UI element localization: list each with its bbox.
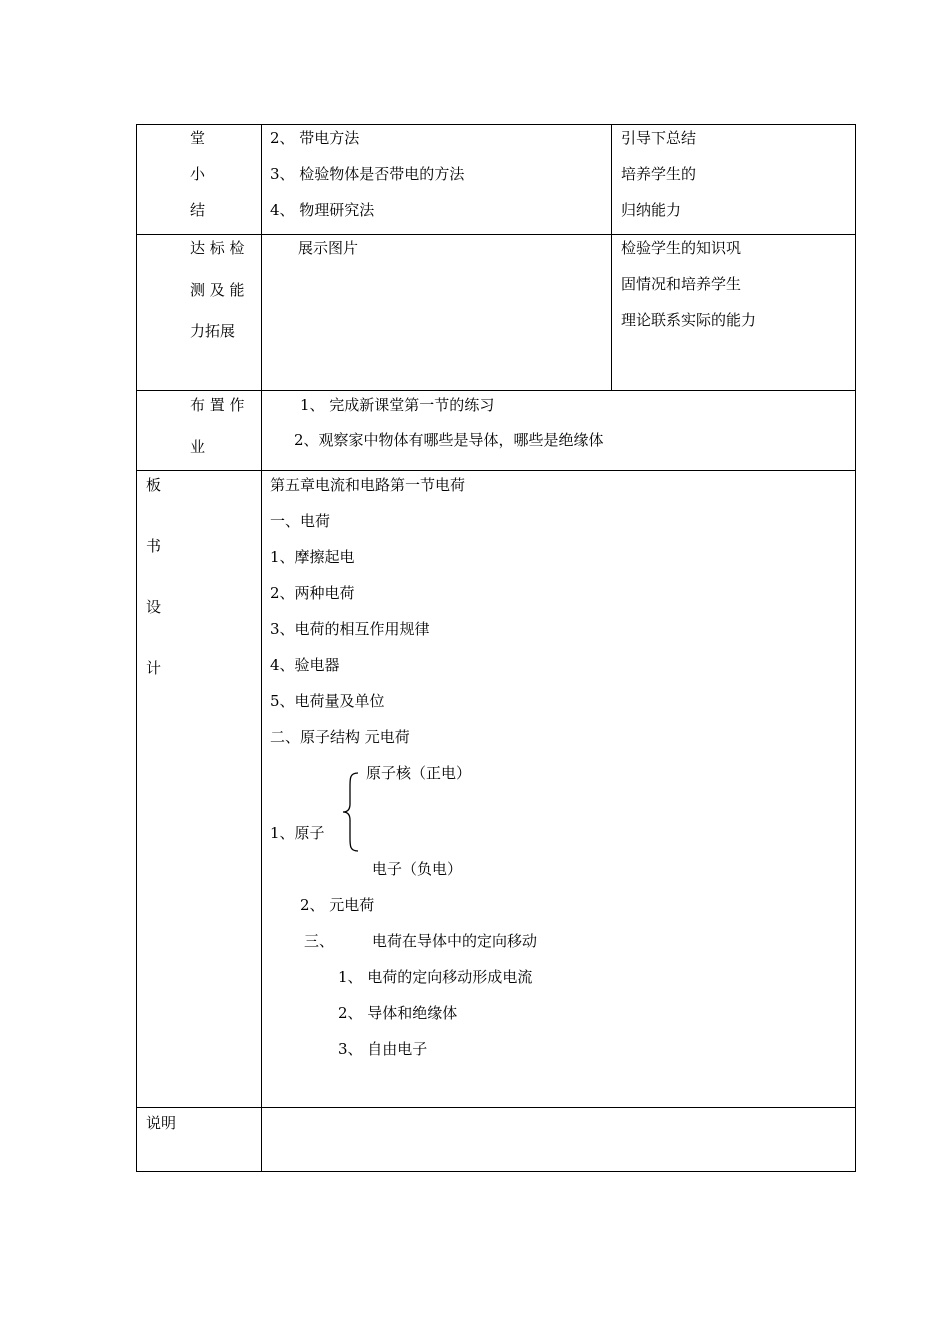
assessment-purpose: 固情况和培养学生: [621, 275, 742, 293]
board-line: 5、电荷量及单位: [270, 692, 385, 710]
board-label: 板: [146, 476, 162, 494]
assessment-purpose: 检验学生的知识巩: [621, 239, 742, 257]
row-border: [136, 470, 856, 471]
board-title: 第五章电流和电路第一节电荷: [270, 476, 466, 494]
board-label: 设: [146, 598, 162, 616]
board-line: 3、电荷的相互作用规律: [270, 620, 430, 638]
notes-label: 说明: [146, 1114, 177, 1132]
assessment-purpose: 理论联系实际的能力: [621, 311, 757, 329]
summary-purpose: 培养学生的: [621, 165, 697, 183]
board-atom: 1、原子: [270, 824, 325, 842]
board-label: 书: [146, 537, 162, 555]
summary-item: 2、 带电方法: [270, 129, 360, 147]
board-line: 2、 导体和绝缘体: [338, 1004, 458, 1022]
row-border: [136, 234, 856, 235]
summary-item: 4、 物理研究法: [270, 201, 375, 219]
homework-label: 布 置 作: [190, 396, 245, 414]
board-section-heading: 电荷在导体中的定向移动: [372, 932, 538, 950]
summary-label: 堂: [190, 129, 206, 147]
row-border: [136, 390, 856, 391]
board-electron: 电子（负电）: [372, 860, 463, 878]
board-line: 4、验电器: [270, 656, 340, 674]
row-border: [136, 124, 856, 125]
summary-purpose: 归纳能力: [621, 201, 682, 219]
summary-item: 3、 检验物体是否带电的方法: [270, 165, 465, 183]
board-section-heading: 二、原子结构 元电荷: [270, 728, 410, 746]
board-section-heading: 一、电荷: [270, 512, 331, 530]
homework-item: 1、 完成新课堂第一节的练习: [300, 396, 495, 414]
board-line: 2、 元电荷: [300, 896, 375, 914]
column-border: [261, 124, 262, 1172]
board-line: 1、摩擦起电: [270, 548, 355, 566]
board-line: 3、 自由电子: [338, 1040, 428, 1058]
homework-item: 2、观察家中物体有哪些是导体，哪些是绝缘体: [294, 431, 604, 449]
row-border: [136, 1171, 856, 1172]
column-border: [611, 124, 612, 391]
assessment-label: 达 标 检: [190, 239, 245, 257]
board-line: 1、 电荷的定向移动形成电流: [338, 968, 533, 986]
summary-purpose: 引导下总结: [621, 129, 697, 147]
row-border: [136, 1107, 856, 1108]
board-nucleus: 原子核（正电）: [366, 764, 472, 782]
homework-label: 业: [190, 438, 206, 456]
column-border: [136, 124, 137, 1172]
assessment-content: 展示图片: [298, 239, 359, 257]
board-line: 2、两种电荷: [270, 584, 355, 602]
assessment-label: 测 及 能: [190, 281, 245, 299]
column-border: [855, 124, 856, 1172]
board-section-number: 三、: [304, 932, 335, 950]
assessment-label: 力拓展: [190, 322, 236, 340]
summary-label: 结: [190, 201, 206, 219]
board-label: 计: [146, 659, 162, 677]
curly-brace: [342, 772, 360, 852]
summary-label: 小: [190, 165, 206, 183]
